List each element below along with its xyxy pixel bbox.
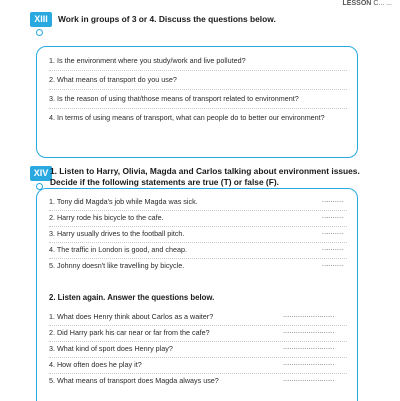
listening-question-3: 3. What kind of sport does Henry play? [49,344,173,353]
section-14-connector-dot [36,183,43,190]
discussion-question-3: 3. Is the reason of using that/those means of transport related to environment? [49,94,299,103]
divider [49,258,347,259]
statement-5: 5. Johnny doesn't like travelling by bicycle. [49,261,185,270]
divider [49,242,347,243]
lesson-tag: LESSON [342,0,372,7]
statement-1: 1. Tony did Magda's job while Magda was sick. [49,197,198,206]
divider [49,373,347,374]
listening-question-2: 2. Did Harry park his car near or far from the cafe? [49,328,210,337]
statement-5-answer-blank[interactable]: .......... [322,261,344,268]
divider [49,210,347,211]
statement-1-answer-blank[interactable]: .......... [322,197,344,204]
section-13-connector-dot [36,29,43,36]
listening-question-2-answer-blank[interactable]: ........................ [283,328,335,335]
divider [49,357,347,358]
statement-2: 2. Harry rode his bicycle to the cafe. [49,213,164,222]
divider [49,226,347,227]
section-14-heading-line-1: 1. Listen to Harry, Olivia, Magda and Carlos talking about environment issues. [50,166,360,176]
divider [49,89,347,90]
divider [49,341,347,342]
divider [49,325,347,326]
divider [49,70,347,71]
listening-question-5: 5. What means of transport does Magda always use? [49,376,219,385]
statement-4-answer-blank[interactable]: .......... [322,245,344,252]
listening-question-1: 1. What does Henry think about Carlos as a waiter? [49,312,214,321]
section-14-badge: XIV [30,166,52,181]
page-corner-label [343,0,392,7]
listening-question-4-answer-blank[interactable]: ........................ [283,360,335,367]
listening-question-3-answer-blank[interactable]: ........................ [283,344,335,351]
section-14-heading-line-2: Decide if the following statements are true (T) or false (F). [50,177,279,187]
discussion-question-4: 4. In terms of using means of transport, what can people do to better our environment? [49,113,325,122]
part-2-heading: 2. Listen again. Answer the questions below. [49,293,215,302]
statement-3: 3. Harry usually drives to the football pitch. [49,229,185,238]
section-13-heading: Work in groups of 3 or 4. Discuss the questions below. [58,14,276,24]
listening-question-5-answer-blank[interactable]: ........................ [283,376,335,383]
listening-question-4: 4. How often does he play it? [49,360,142,369]
discussion-question-2: 2. What means of transport do you use? [49,75,177,84]
lesson-tag-text: C... ... [373,0,392,7]
statement-3-answer-blank[interactable]: .......... [322,229,344,236]
statement-2-answer-blank[interactable]: .......... [322,213,344,220]
listening-question-1-answer-blank[interactable]: ........................ [283,312,335,319]
statement-4: 4. The traffic in London is good, and cheap. [49,245,187,254]
discussion-question-1: 1. Is the environment where you study/work and live polluted? [49,56,246,65]
section-13-badge: XIII [30,12,52,27]
divider [49,108,347,109]
